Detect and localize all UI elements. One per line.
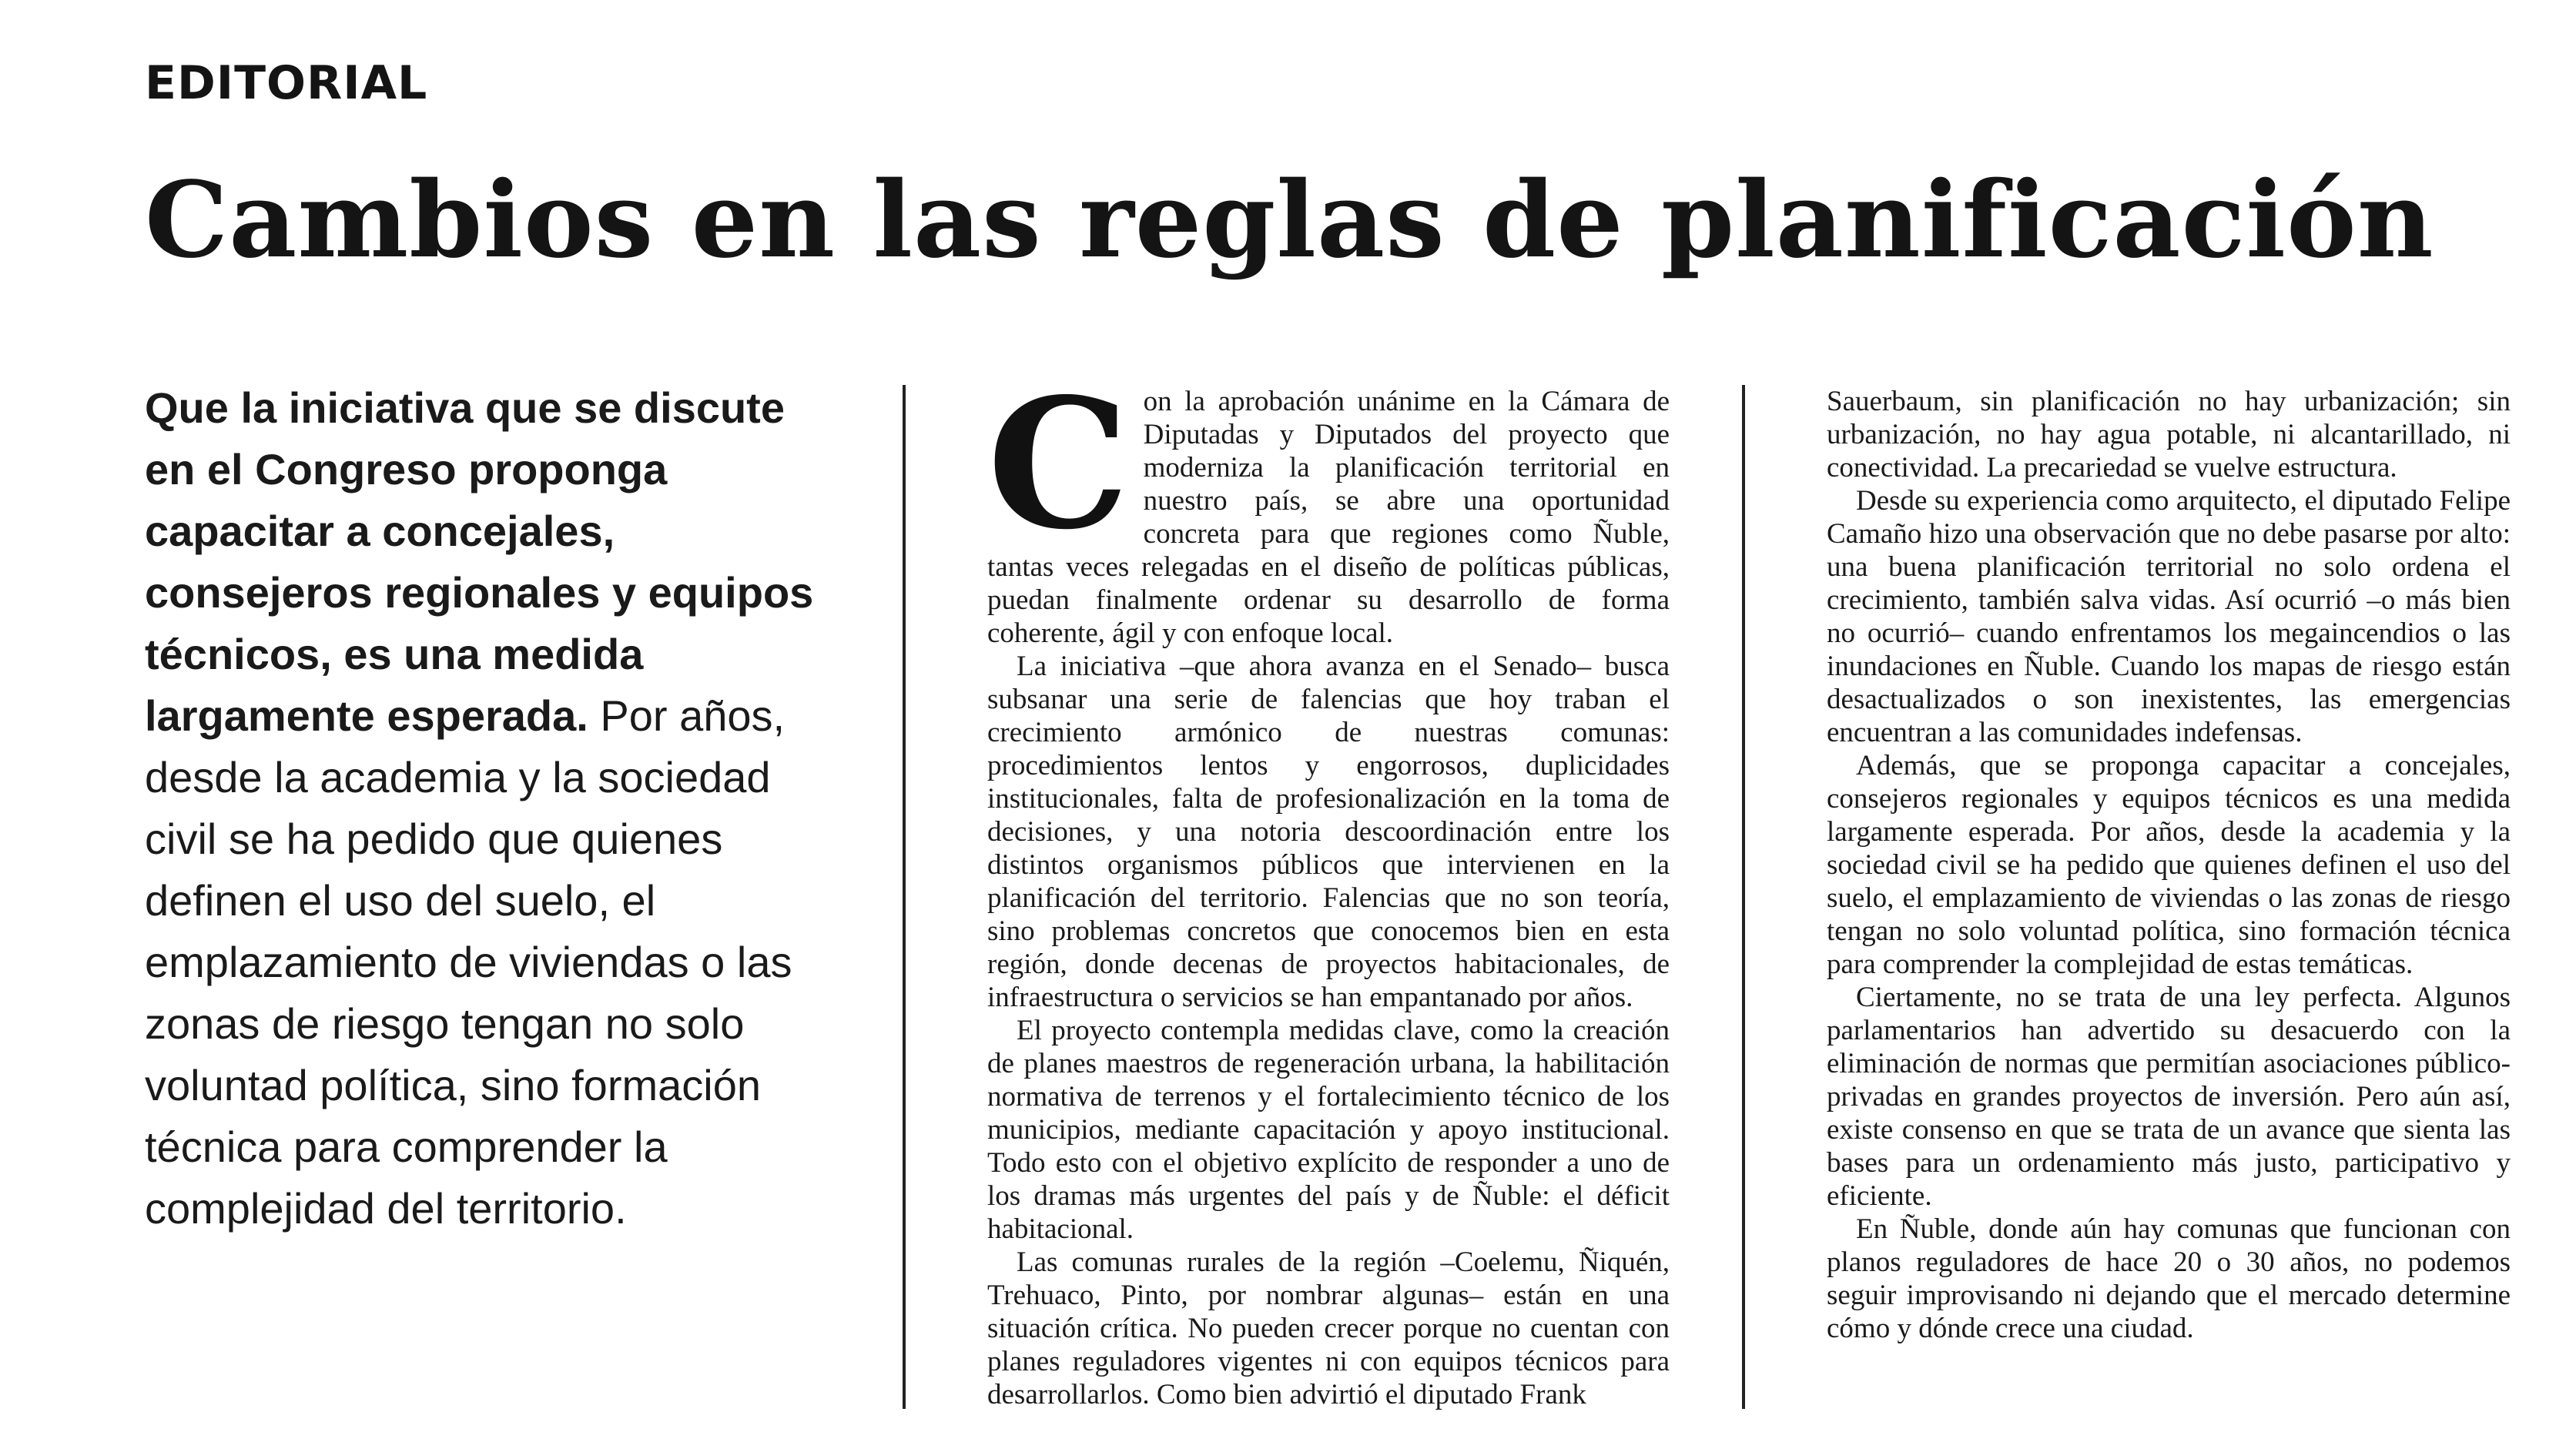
paragraph: Además, que se proponga capacitar a concejales, consejeros regionales y equipos técnicos es una medida largamente esperada. Por años, desde la academia y la sociedad civil se ha pedido que quienes definen el uso del suelo, el emplazamiento de viviendas o las zonas de riesgo tengan no solo voluntad política, sino formación técnica para comprender la complejidad de estas temáticas. <box>1827 750 2511 980</box>
paragraph: En Ñuble, donde aún hay comunas que funcionan con planos reguladores de hace 20 o 30 años, no podemos seguir improvisando ni dejando que el mercado determine cómo y dónde crece una ciudad. <box>1827 1213 2511 1344</box>
lead-bold-text: Que la iniciativa que se discute en el Congreso proponga capacitar a concejales, consejeros regionales y equipos técnicos, es una medida largamente esperada. <box>145 383 814 740</box>
article-column-1 <box>987 385 1670 1417</box>
headline: Cambios en las reglas de planificación <box>145 159 2434 282</box>
drop-cap: C <box>987 385 1130 569</box>
paragraph: Desde su experiencia como arquitecto, el diputado Felipe Camaño hizo una observación que no debe pasarse por alto: una buena planificación territorial no solo ordena el crecimiento, también salva vidas. Así ocurrió –o más bien no ocurrió– cuando enfrentamos los megaincendios o las inundaciones en Ñuble. Cuando los mapas de riesgo están desactualizados o son inexistentes, las emergencias encuentran a las comunidades indefensas. <box>1827 485 2511 748</box>
paragraph: El proyecto contempla medidas clave, como la creación de planes maestros de regeneración urbana, la habilitación normativa de terrenos y el fortalecimiento técnico de los municipios, mediante capacitación y apoyo institucional. Todo esto con el objetivo explícito de responder a uno de los dramas más urgentes del país y de Ñuble: el déficit habitacional. <box>987 1015 1670 1245</box>
lead-regular-text: Por años, desde la academia y la sociedad civil se ha pedido que quienes definen el uso del suelo, el emplazamiento de viviendas o las zonas de riesgo tengan no solo voluntad política, sino formación técnica para comprender la complejidad del territorio. <box>145 691 792 1233</box>
paragraph: Ciertamente, no se trata de una ley perfecta. Algunos parlamentarios han advertido su desacuerdo con la eliminación de normas que permitían asociaciones público-privadas en grandes proyectos de inversión. Pero aún así, existe consenso en que se trata de un avance que sienta las bases para un ordenamiento más justo, participativo y eficiente. <box>1827 982 2511 1212</box>
lead-paragraph <box>145 377 830 1240</box>
column-divider-right <box>1742 385 1745 1409</box>
section-title: EDITORIAL <box>145 56 428 110</box>
paragraph: on la aprobación unánime en la Cámara de Diputadas y Diputados del proyecto que moderniza la planificación territorial en nuestro país, se abre una oportunidad concreta para que regiones como Ñuble, tantas veces relegadas en el diseño de políticas públicas, puedan finalmente ordenar su desarrollo de forma coherente, ágil y con enfoque local. <box>987 386 1670 649</box>
paragraph: Las comunas rurales de la región –Coelemu, Ñiquén, Trehuaco, Pinto, por nombrar algunas– están en una situación crítica. No pueden crecer porque no cuentan con planes reguladores vigentes ni con equipos técnicos para desarrollarlos. Como bien advirtió el diputado Frank <box>987 1246 1670 1410</box>
article-column-2 <box>1827 385 2511 1417</box>
paragraph: Sauerbaum, sin planificación no hay urbanización; sin urbanización, no hay agua potable, ni alcantarillado, ni conectividad. La precariedad se vuelve estructura. <box>1827 386 2511 483</box>
column-divider-left <box>903 385 906 1409</box>
paragraph: La iniciativa –que ahora avanza en el Senado– busca subsanar una serie de falencias que hoy traban el crecimiento armónico de nuestras comunas: procedimientos lentos y engorrosos, duplicidades institucionales, falta de profesionalización en la toma de decisiones, y una notoria descoordinación entre los distintos organismos públicos que intervienen en la planificación del territorio. Falencias que no son teoría, sino problemas concretos que conocemos bien en esta región, donde decenas de proyectos habitacionales, de infraestructura o servicios se han empantanado por años. <box>987 651 1670 1013</box>
